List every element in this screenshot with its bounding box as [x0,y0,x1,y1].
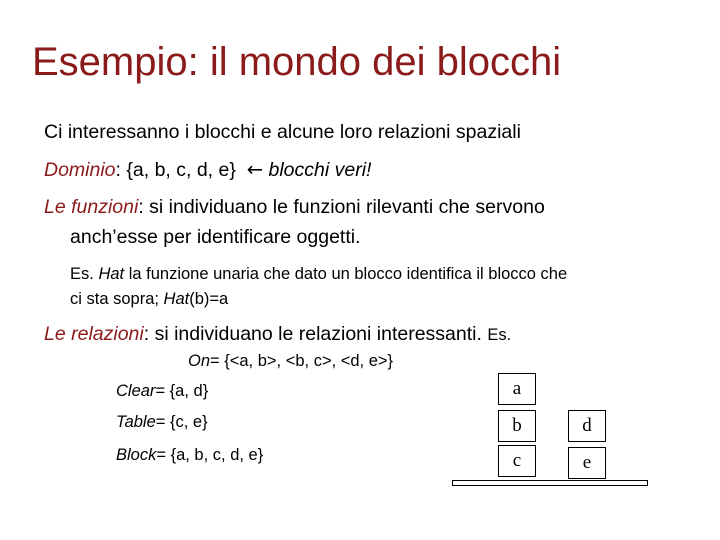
table-value: = {c, e} [155,413,208,431]
dominio-value: {a, b, c, d, e} [126,159,236,181]
block-e: e [568,447,606,479]
table-name: Table [116,413,156,431]
hat-function-name: Hat [98,265,125,283]
esempio-funzione-line-1 [70,265,567,284]
intro-line: Ci interessanno i blocchi e alcune loro relazioni spaziali [44,121,521,143]
relazioni-text: : si individuano le relazioni interessanti. [143,323,488,345]
slide-title: Esempio: il mondo dei blocchi [32,40,562,84]
block-c: c [498,445,536,477]
on-name: On [188,352,211,370]
funzioni-text-1: : si individuano le funzioni rilevanti che servono [138,196,545,218]
relazioni-label: Le relazioni [44,323,144,345]
table-surface [452,480,648,486]
clear-name: Clear [116,382,156,400]
esempio-prefix: Es. [70,265,99,283]
esempio-text-2a: ci sta sopra; [70,290,164,308]
left-arrow-icon: ← [246,158,264,181]
dominio-note: blocchi veri! [268,159,372,181]
relazioni-line [44,323,511,346]
clear-value: = {a, d} [155,382,209,400]
funzioni-label: Le funzioni [44,196,139,218]
block-a: a [498,373,536,405]
esempio-text-2b: (b)=a [189,290,229,308]
dominio-line [44,158,371,182]
hat-function-name-2: Hat [163,290,190,308]
funzioni-text-2: anch’esse per identificare oggetti. [70,226,361,248]
esempio-funzione-line-2 [70,290,228,309]
table-relation [116,413,208,432]
block-b: b [498,410,536,442]
dominio-colon: : [115,159,127,181]
dominio-label: Dominio [44,159,116,181]
block-relation [116,446,263,465]
block-name: Block [116,446,157,464]
block-value: = {a, b, c, d, e} [156,446,264,464]
esempio-text-1: la funzione unaria che dato un blocco identifica il blocco che [124,265,568,283]
funzioni-line [44,196,545,219]
block-d: d [568,410,606,442]
relazioni-es: Es. [487,326,512,344]
on-value: = {<a, b>, <b, c>, <d, e>} [210,352,394,370]
on-relation [188,352,393,371]
clear-relation [116,382,208,401]
